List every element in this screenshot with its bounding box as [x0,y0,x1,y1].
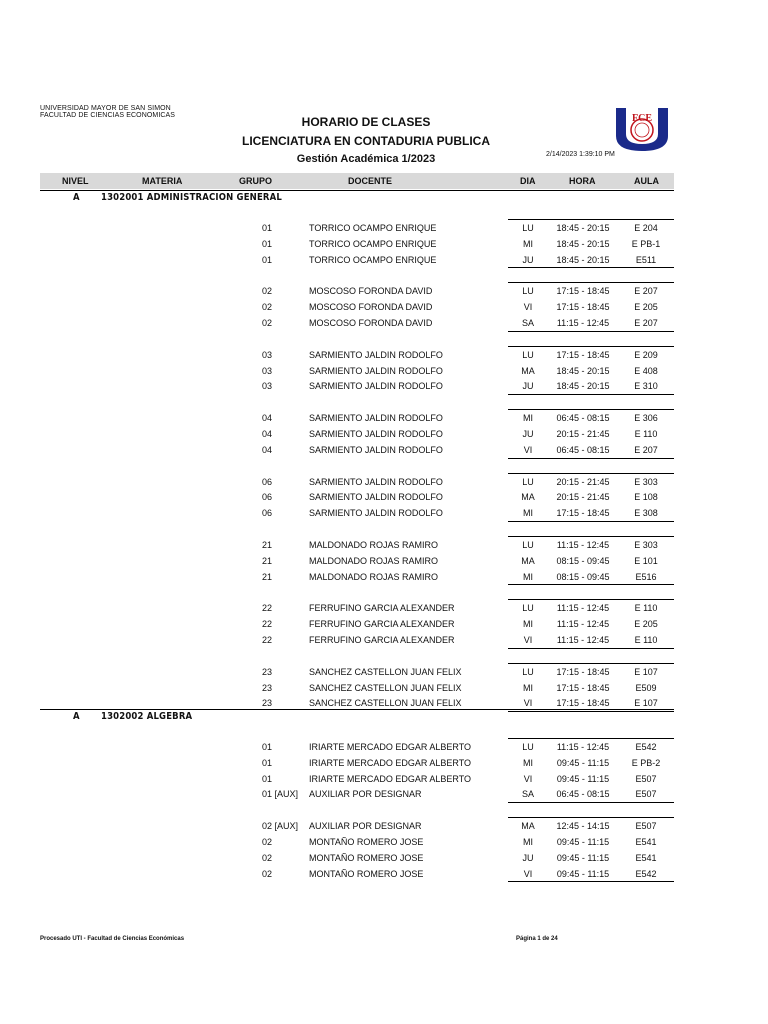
hora-cell: 09:45 - 11:15 [556,773,610,784]
aula-cell: E541 [635,837,657,847]
dia-cell: VI [523,773,533,784]
dia-cell: LU [522,286,534,297]
dia-cell: MA [521,555,535,566]
grupo-cell: 02 [262,302,273,313]
grupo-cell: 06 [262,508,273,519]
grupo-cell: 06 [262,476,273,487]
aula-cell: E 303 [634,476,658,487]
aula-cell: E507 [635,773,657,784]
docente-cell: SARMIENTO JALDIN RODOLFO [309,349,443,360]
docente-cell: MALDONADO ROJAS RAMIRO [309,540,439,550]
hora-cell: 06:45 - 08:15 [556,444,610,455]
group-top-rule [508,599,674,600]
table-row [0,492,768,507]
table-row [0,667,768,682]
hora-cell: 08:15 - 09:45 [556,571,610,582]
docente-cell: SARMIENTO JALDIN RODOLFO [309,381,443,392]
docente-cell: MONTAÑO ROMERO JOSE [309,837,424,847]
table-row [0,350,768,365]
group-top-rule [508,663,674,664]
hora-cell: 20:15 - 21:45 [556,429,610,439]
group-bottom-rule [508,394,674,395]
hora-cell: 09:45 - 11:15 [556,852,610,863]
grupo-cell: 23 [262,698,273,709]
aula-cell: E 110 [634,429,658,439]
grupo-cell: 23 [262,682,273,693]
dia-cell: LU [522,666,534,677]
course-name: 1302002 ALGEBRA [101,711,193,722]
group-top-rule [508,473,674,474]
group-top-rule [508,346,674,347]
docente-cell: SARMIENTO JALDIN RODOLFO [309,365,443,376]
docente-cell: MOSCOSO FORONDA DAVID [309,286,433,297]
docente-cell: IRIARTE MERCADO EDGAR ALBERTO [309,757,472,768]
aula-cell: E 408 [634,365,658,376]
docente-cell: FERRUFINO GARCIA ALEXANDER [309,603,455,614]
logo-text: FCE [632,113,652,124]
group-bottom-rule [508,458,674,459]
aula-cell: E507 [635,821,657,832]
group-top-rule [508,409,674,410]
table-row [0,821,768,836]
table-row [0,366,768,381]
table-row [0,758,768,773]
grupo-cell: 04 [262,413,273,424]
term-label: Gestión Académica 1/2023 [296,153,436,165]
grupo-cell: 01 [262,254,273,265]
aula-cell: E 110 [634,603,658,614]
aula-cell: E 110 [634,635,658,645]
docente-cell: MALDONADO ROJAS RAMIRO [309,555,439,566]
aula-cell: E511 [635,254,657,265]
hora-cell: 11:15 - 12:45 [556,318,610,328]
grupo-cell: 22 [262,619,273,630]
dia-cell: VI [523,302,533,313]
table-row [0,853,768,868]
footer-page: Página 1 de 24 [516,936,558,942]
hora-cell: 18:45 - 20:15 [556,223,610,233]
docente-cell: IRIARTE MERCADO EDGAR ALBERTO [309,742,472,752]
col-docente: DOCENTE [348,176,393,186]
institution-name: UNIVERSIDAD MAYOR DE SAN SIMON [40,105,171,112]
grupo-cell: 04 [262,429,273,439]
table-row [0,603,768,618]
group-top-rule [508,219,674,220]
aula-cell: E 308 [634,508,658,519]
dia-cell: MA [521,365,535,376]
grupo-cell: 02 [262,837,273,847]
docente-cell: MOSCOSO FORONDA DAVID [309,302,433,313]
aula-cell: E 207 [634,444,658,455]
aula-cell: E507 [635,789,657,800]
dia-cell: MA [521,492,535,503]
aula-cell: E PB-1 [631,238,661,249]
dia-cell: LU [522,476,534,487]
hora-cell: 17:15 - 18:45 [556,349,610,360]
aula-cell: E 303 [634,540,658,550]
hora-cell: 11:15 - 12:45 [556,742,610,752]
docente-cell: TORRICO OCAMPO ENRIQUE [309,254,437,265]
grupo-cell: 01 [262,238,273,249]
col-hora: HORA [569,176,596,186]
course-level: A [73,711,80,722]
table-row [0,239,768,254]
group-bottom-rule [508,521,674,522]
col-aula: AULA [634,176,659,186]
table-row [0,413,768,428]
aula-cell: E 209 [634,349,658,360]
col-nivel: NIVEL [62,176,89,186]
aula-cell: E 108 [634,492,658,503]
col-dia: DIA [520,176,536,186]
hora-cell: 11:15 - 12:45 [556,603,610,614]
table-row [0,286,768,301]
aula-cell: E 207 [634,286,658,297]
col-materia: MATERIA [142,176,183,186]
dia-cell: MI [523,837,533,847]
hora-cell: 17:15 - 18:45 [556,302,610,313]
grupo-cell: 03 [262,381,273,392]
docente-cell: MOSCOSO FORONDA DAVID [309,318,433,328]
aula-cell: E 205 [634,302,658,313]
group-bottom-rule [508,648,674,649]
grupo-cell: 21 [262,555,273,566]
docente-cell: SANCHEZ CASTELLON JUAN FELIX [309,698,462,709]
docente-cell: TORRICO OCAMPO ENRIQUE [309,238,437,249]
grupo-cell: 02 [AUX] [262,821,299,832]
docente-cell: SARMIENTO JALDIN RODOLFO [309,429,443,439]
grupo-cell: 21 [262,540,273,550]
docente-cell: SANCHEZ CASTELLON JUAN FELIX [309,666,462,677]
dia-cell: JU [522,852,534,863]
grupo-cell: 01 [262,757,273,768]
dia-cell: MI [523,682,533,693]
docente-cell: TORRICO OCAMPO ENRIQUE [309,223,437,233]
grupo-cell: 23 [262,666,273,677]
dia-cell: VI [523,698,533,709]
dia-cell: MI [523,413,533,424]
course-divider [40,709,674,710]
hora-cell: 17:15 - 18:45 [556,698,610,709]
grupo-cell: 22 [262,603,273,614]
aula-cell: E541 [635,852,657,863]
grupo-cell: 22 [262,635,273,645]
hora-cell: 06:45 - 08:15 [556,413,610,424]
group-bottom-rule [508,584,674,585]
dia-cell: MI [523,571,533,582]
hora-cell: 20:15 - 21:45 [556,476,610,487]
dia-cell: SA [521,318,534,328]
group-bottom-rule [508,802,674,803]
group-top-rule [508,817,674,818]
table-row [0,619,768,634]
hora-cell: 20:15 - 21:45 [556,492,610,503]
group-top-rule [508,738,674,739]
docente-cell: SARMIENTO JALDIN RODOLFO [309,444,443,455]
hora-cell: 09:45 - 11:15 [556,837,610,847]
grupo-cell: 02 [262,318,273,328]
hora-cell: 08:15 - 09:45 [556,555,610,566]
aula-cell: E542 [635,868,657,879]
grupo-cell: 01 [262,773,273,784]
table-row [0,837,768,852]
group-bottom-rule [508,267,674,268]
aula-cell: E516 [635,571,657,582]
dia-cell: LU [522,223,534,233]
aula-cell: E 107 [634,698,658,709]
grupo-cell: 02 [262,868,273,879]
grupo-cell: 03 [262,349,273,360]
hora-cell: 12:45 - 14:15 [556,821,610,832]
table-row [0,556,768,571]
dia-cell: VI [523,444,533,455]
docente-cell: AUXILIAR POR DESIGNAR [309,821,422,832]
hora-cell: 17:15 - 18:45 [556,666,610,677]
footer-processed: Procesado UTI - Facultad de Ciencias Económicas [40,936,185,942]
dia-cell: JU [522,254,534,265]
table-row [0,742,768,757]
faculty-name: FACULTAD DE CIENCIAS ECONOMICAS [40,112,176,119]
grupo-cell: 06 [262,492,273,503]
grupo-cell: 04 [262,444,273,455]
hora-cell: 09:45 - 11:15 [556,757,610,768]
group-bottom-rule [508,711,674,712]
dia-cell: LU [522,742,534,752]
course-divider [40,190,674,191]
table-row [0,429,768,444]
table-row [0,683,768,698]
hora-cell: 11:15 - 12:45 [556,635,610,645]
grupo-cell: 01 [262,742,273,752]
hora-cell: 11:15 - 12:45 [556,619,610,630]
hora-cell: 18:45 - 20:15 [556,365,610,376]
program-title: LICENCIATURA EN CONTADURIA PUBLICA [242,134,490,148]
group-bottom-rule [508,331,674,332]
grupo-cell: 01 [AUX] [262,789,299,800]
docente-cell: IRIARTE MERCADO EDGAR ALBERTO [309,773,472,784]
hora-cell: 17:15 - 18:45 [556,508,610,519]
dia-cell: LU [522,603,534,614]
aula-cell: E 306 [634,413,658,424]
aula-cell: E 310 [634,381,658,392]
grupo-cell: 02 [262,852,273,863]
group-bottom-rule [508,881,674,882]
group-top-rule [508,282,674,283]
dia-cell: MI [523,508,533,519]
dia-cell: LU [522,540,534,550]
dia-cell: MI [523,238,533,249]
table-row [0,302,768,317]
docente-cell: SARMIENTO JALDIN RODOLFO [309,492,443,503]
table-row [0,540,768,555]
dia-cell: VI [523,868,533,879]
docente-cell: MONTAÑO ROMERO JOSE [309,868,424,879]
docente-cell: FERRUFINO GARCIA ALEXANDER [309,635,455,645]
aula-cell: E 107 [634,666,658,677]
dia-cell: JU [522,381,534,392]
hora-cell: 06:45 - 08:15 [556,789,610,800]
aula-cell: E 205 [634,619,658,630]
grupo-cell: 21 [262,571,273,582]
dia-cell: MI [523,757,533,768]
grupo-cell: 01 [262,223,273,233]
col-grupo: GRUPO [239,176,273,186]
docente-cell: SANCHEZ CASTELLON JUAN FELIX [309,682,462,693]
hora-cell: 09:45 - 11:15 [556,868,610,879]
hora-cell: 11:15 - 12:45 [556,540,610,550]
page-title: HORARIO DE CLASES [301,115,431,129]
dia-cell: SA [521,789,534,800]
hora-cell: 18:45 - 20:15 [556,238,610,249]
faculty-logo [612,106,672,152]
docente-cell: SARMIENTO JALDIN RODOLFO [309,508,443,519]
dia-cell: MI [523,619,533,630]
hora-cell: 17:15 - 18:45 [556,682,610,693]
table-row [0,774,768,789]
docente-cell: MONTAÑO ROMERO JOSE [309,852,424,863]
docente-cell: SARMIENTO JALDIN RODOLFO [309,413,443,424]
dia-cell: VI [523,635,533,645]
docente-cell: MALDONADO ROJAS RAMIRO [309,571,439,582]
print-timestamp: 2/14/2023 1:39:10 PM [546,151,615,158]
aula-cell: E 204 [634,223,658,233]
aula-cell: E542 [635,742,657,752]
dia-cell: JU [522,429,534,439]
grupo-cell: 03 [262,365,273,376]
aula-cell: E 101 [634,555,658,566]
docente-cell: SARMIENTO JALDIN RODOLFO [309,476,443,487]
group-top-rule [508,536,674,537]
aula-cell: E PB-2 [631,757,661,768]
dia-cell: MA [521,821,535,832]
dia-cell: LU [522,349,534,360]
hora-cell: 17:15 - 18:45 [556,286,610,297]
aula-cell: E509 [635,682,657,693]
hora-cell: 18:45 - 20:15 [556,254,610,265]
docente-cell: AUXILIAR POR DESIGNAR [309,789,422,800]
hora-cell: 18:45 - 20:15 [556,381,610,392]
table-row [0,223,768,238]
course-name: 1302001 ADMINISTRACION GENERAL [101,192,282,203]
docente-cell: FERRUFINO GARCIA ALEXANDER [309,619,455,630]
aula-cell: E 207 [634,318,658,328]
course-level: A [73,192,80,203]
grupo-cell: 02 [262,286,273,297]
table-row [0,477,768,492]
